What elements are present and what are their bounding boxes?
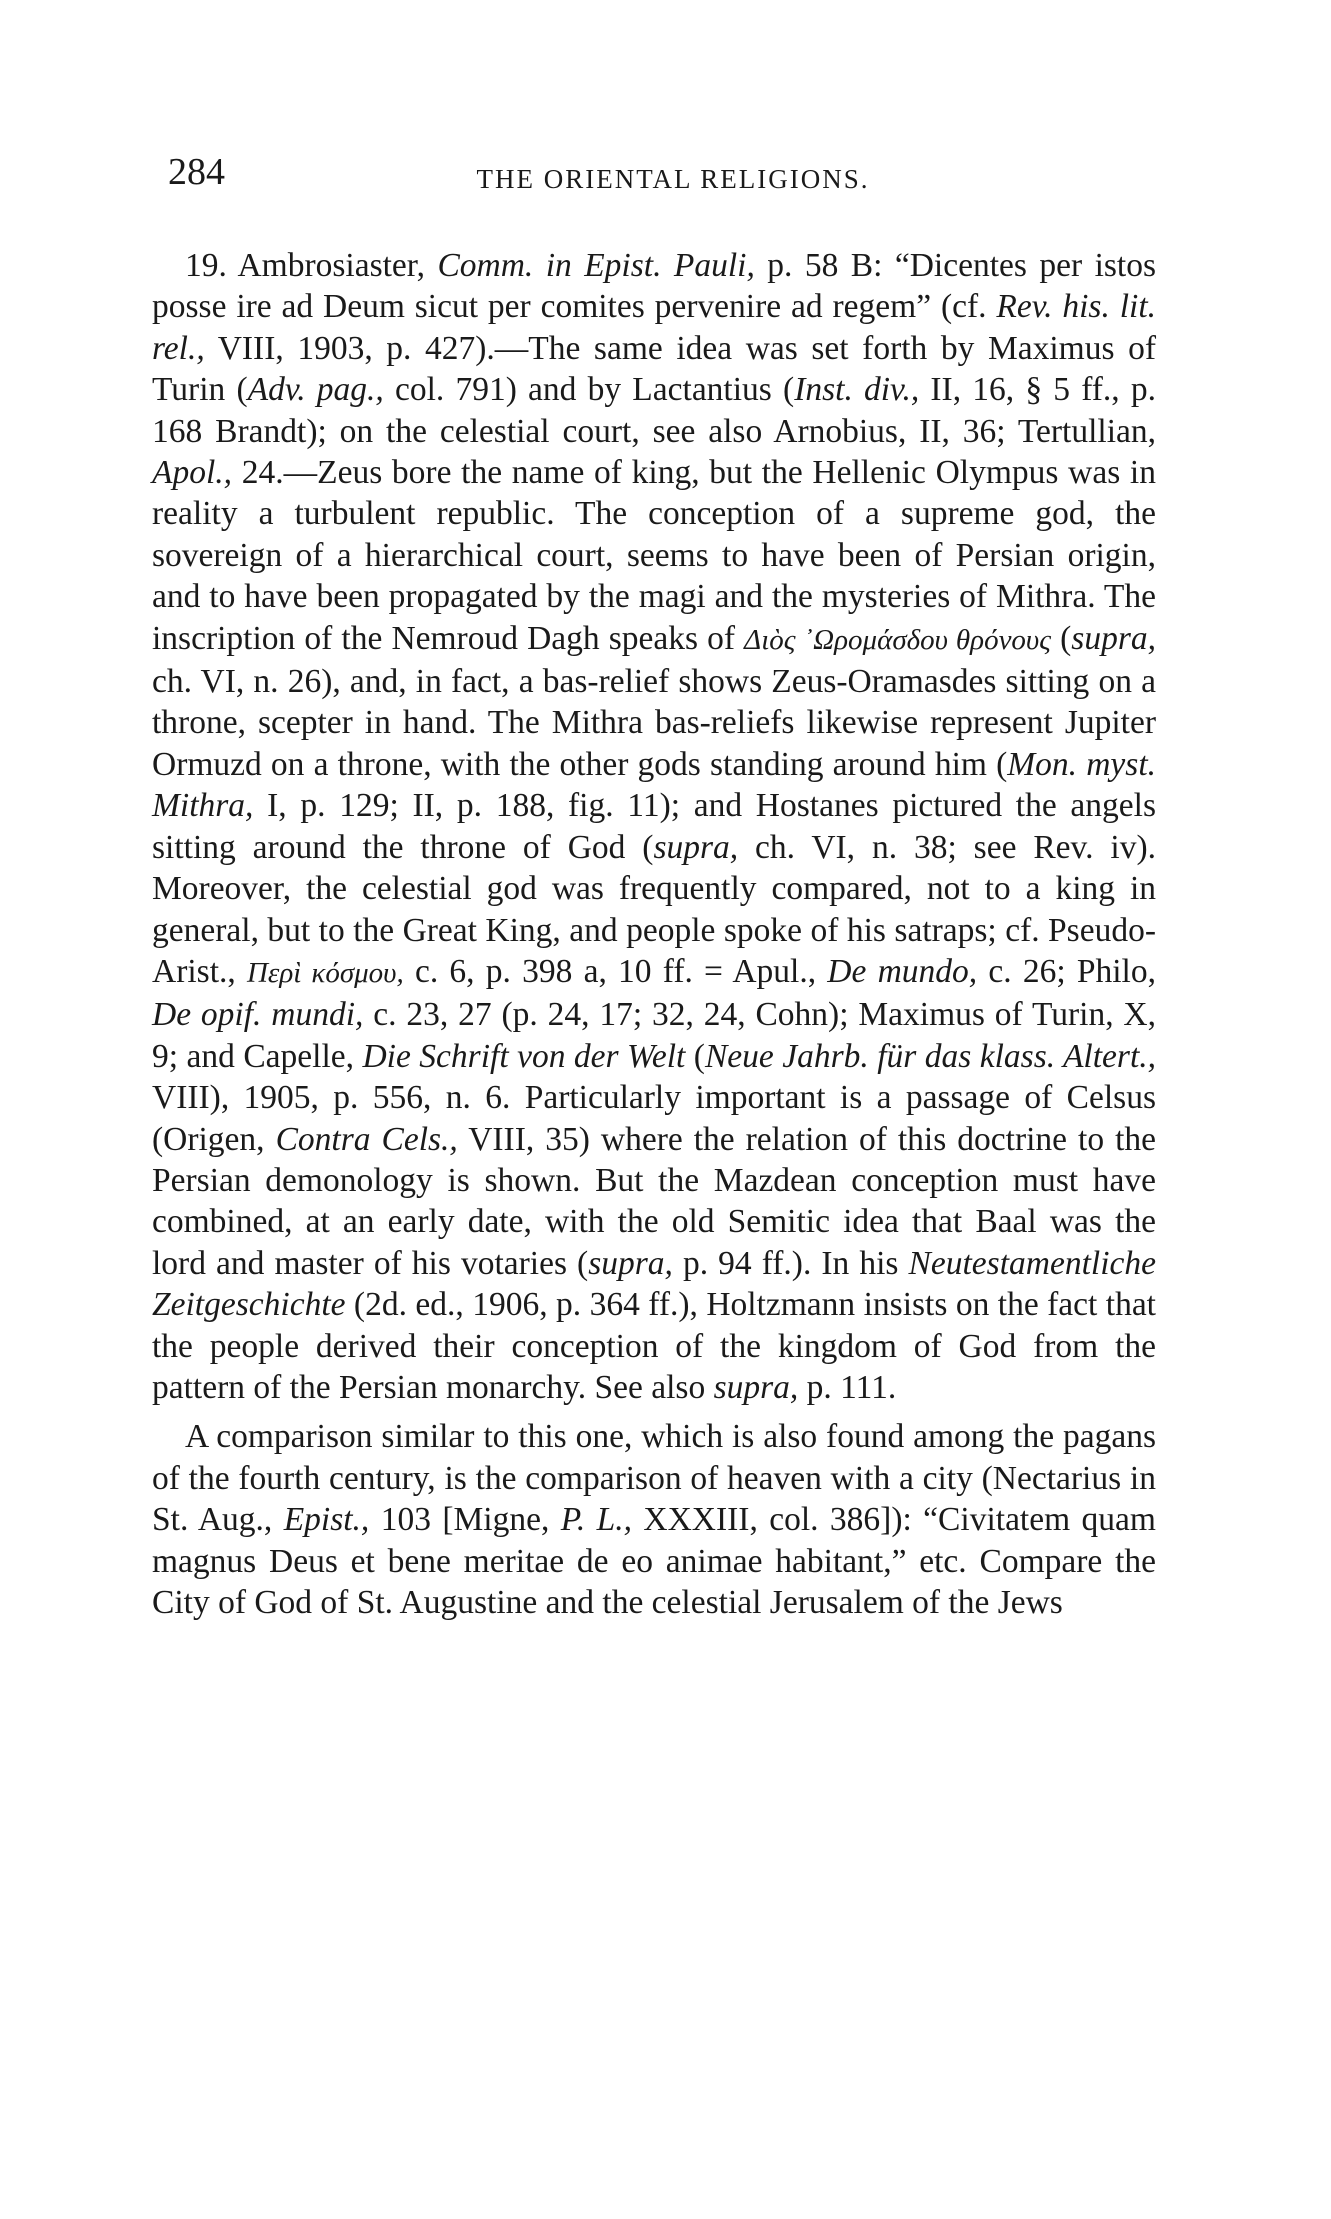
greek-text: Περὶ κόσμου, xyxy=(246,956,404,989)
work-title: Comm. in Epist. Pauli, xyxy=(437,247,755,284)
greek-text: Διὸς ᾿Ωρομάσδου θρόνους xyxy=(744,623,1052,656)
note-19: 19. Ambrosiaster, Comm. in Epist. Pauli, p. 58 B: “Dicentes per istos posse ire ad Deum sicut per comites pervenire ad regem” (cf. Rev. his. lit. rel., VIII, 1903, p. 427).—The same idea was set forth by Maximus of Turin (Adv. pag., col. 791) and by Lactantius (Inst. div., II, 16, § 5 ff., p. 168 Brandt); on the celestial court, see also Arnobius, II, 36; Tertullian, Apol., 24.—Zeus bore the name of king, but the Hellenic Olympus was in reality a turbulent republic. The conception of a supreme god, the sovereign of a hierarchical court, seems to have been of Persian origin, and to have been propagated by the magi and the mysteries of Mithra. The inscription of the Nemroud Dagh speaks of Διὸς ᾿Ωρομάσδου θρόνους (supra, ch. VI, n. 26), and, in fact, a bas-relief shows Zeus-Oramasdes sitting on a throne, scepter in hand. The Mithra bas-reliefs likewise represent Jupiter Ormuzd on a throne, with the other gods standing around him (Mon. myst. Mithra, I, p. 129; II, p. 188, fig. 11); and Hostanes pictured the angels sitting around the throne of God (supra, ch. VI, n. 38; see Rev. iv). Moreover, the celestial god was frequently compared, not to a king in general, but to the Great King, and people spoke of his satraps; cf. Pseudo-Arist., Περὶ κόσμου, c. 6, p. 398 a, 10 ff. = Apul., De mundo, c. 26; Philo, De opif. mundi, c. 23, 27 (p. 24, 17; 32, 24, Cohn); Maximus of Turin, X, 9; and Capelle, Die Schrift von der Welt (Neue Jahrb. für das klass. Altert., VIII), 1905, p. 556, n. 6. Particularly important is a passage of Celsus (Origen, Contra Cels., VIII, 35) where the relation of this doctrine to the Persian demonology is shown. But the Mazdean conception must have combined, at an early date, with the old Semitic idea that Baal was the lord and master of his votaries (supra, p. 94 ff.). In his Neutestamentliche Zeitgeschichte (2d. ed., 1906, p. 364 ff.), Holtzmann insists on the fact that the people derived their conception of the kingdom of God from the pattern of the Persian monarchy. See also supra, p. 111. xyxy=(152,247,1157,1406)
page-number: 284 xyxy=(168,151,225,193)
note-number: 19. xyxy=(185,247,227,284)
notes-text xyxy=(152,245,1156,1623)
page-header xyxy=(168,150,1178,200)
paragraph-city-comparison: A comparison similar to this one, which is also found among the pagans of the fourth century, is the comparison of heaven with a city (Nectarius in St. Aug., Epist., 103 [Migne, P. L., XXXIII, col. 386]): “Civitatem quam magnus Deus et bene meritae de eo animae habitant,” etc. Compare the City of God of St. Augustine and the celestial Jerusalem of the Jews xyxy=(152,1418,1156,1621)
running-title: THE ORIENTAL RELIGIONS. xyxy=(476,164,870,194)
